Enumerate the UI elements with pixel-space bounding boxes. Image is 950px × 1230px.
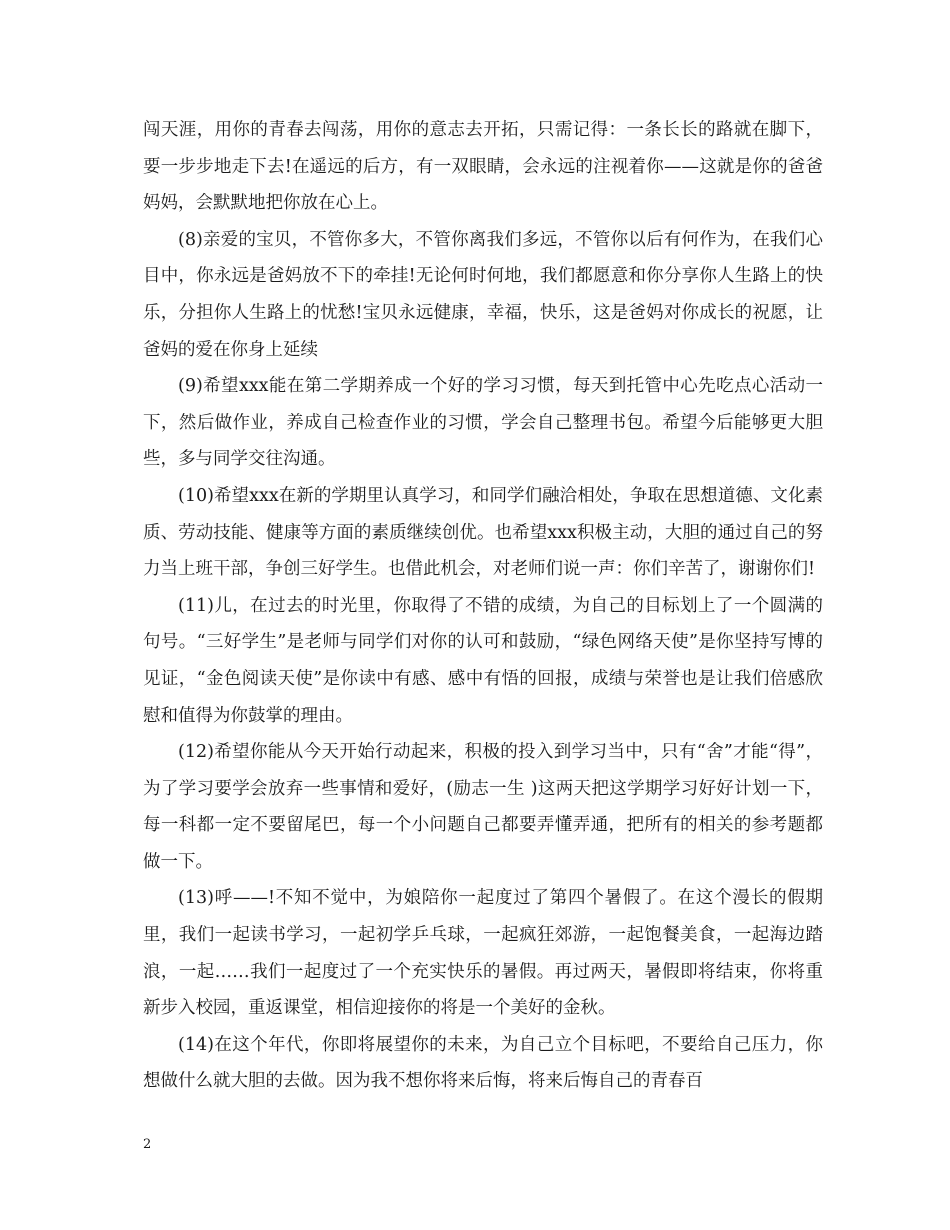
paragraph-14: (14)在这个年代，你即将展望你的未来，为自己立个目标吧，不要给自己压力，你想做什么就大胆的去做。因为我不想你将来后悔，将来后悔自己的青春百: [143, 1034, 823, 1092]
paragraph-9: (9)希望xxx能在第二学期养成一个好的学习习惯，每天到托管中心先吃点心活动一下，然后做作业，养成自己检查作业的习惯，学会自己整理书包。希望今后能够更大胆些，多与同学交往沟通。: [143, 376, 823, 470]
page-number: 2: [143, 1137, 152, 1152]
paragraph-13: (13)呼——!不知不觉中，为娘陪你一起度过了第四个暑假了。在这个漫长的假期里，我们一起读书学习，一起初学乒乓球，一起疯狂郊游，一起饱餐美食，一起海边踏浪，一起……我们一起度过了一个充实快乐的暑假。再过两天，暑假即将结束，你将重新步入校园，重返课堂，相信迎接你的将是一个美好的金秋。: [143, 888, 823, 1019]
paragraph-8: (8)亲爱的宝贝，不管你多大，不管你离我们多远，不管你以后有何作为，在我们心目中，你永远是爸妈放不下的牵挂!无论何时何地，我们都愿意和你分享你人生路上的快乐，分担你人生路上的忧愁!宝贝永远健康，幸福，快乐，这是爸妈对你成长的祝愿，让爸妈的爱在你身上延续: [143, 229, 823, 360]
paragraph-12: (12)希望你能从今天开始行动起来，积极的投入到学习当中，只有“舍”才能“得”，为了学习要学会放弃一些事情和爱好，(励志一生 )这两天把这学期学习好好计划一下，每一科都一定不要留尾巴，每一个小问题自己都要弄懂弄通，把所有的相关的参考题都做一下。: [143, 742, 823, 872]
paragraph-10: (10)希望xxx在新的学期里认真学习，和同学们融洽相处，争取在思想道德、文化素质、劳动技能、健康等方面的素质继续创优。也希望xxx积极主动，大胆的通过自己的努力当上班干部，争创三好学生。也借此机会，对老师们说一声：你们辛苦了，谢谢你们!: [143, 485, 823, 580]
paragraph-11: (11)儿，在过去的时光里，你取得了不错的成绩，为自己的目标划上了一个圆满的句号。“三好学生”是老师与同学们对你的认可和鼓励，“绿色网络天使”是你坚持写博的见证，“金色阅读天使”是你读中有感、感中有悟的回报，成绩与荣誉也是让我们倍感欣慰和值得为你鼓掌的理由。: [143, 595, 823, 726]
document-body: [143, 112, 823, 1100]
paragraph-continuation: 闯天涯，用你的青春去闯荡，用你的意志去开拓，只需记得：一条长长的路就在脚下，要一步步地走下去!在遥远的后方，有一双眼睛，会永远的注视着你——这就是你的爸爸妈妈，会默默地把你放在心上。: [143, 120, 823, 214]
